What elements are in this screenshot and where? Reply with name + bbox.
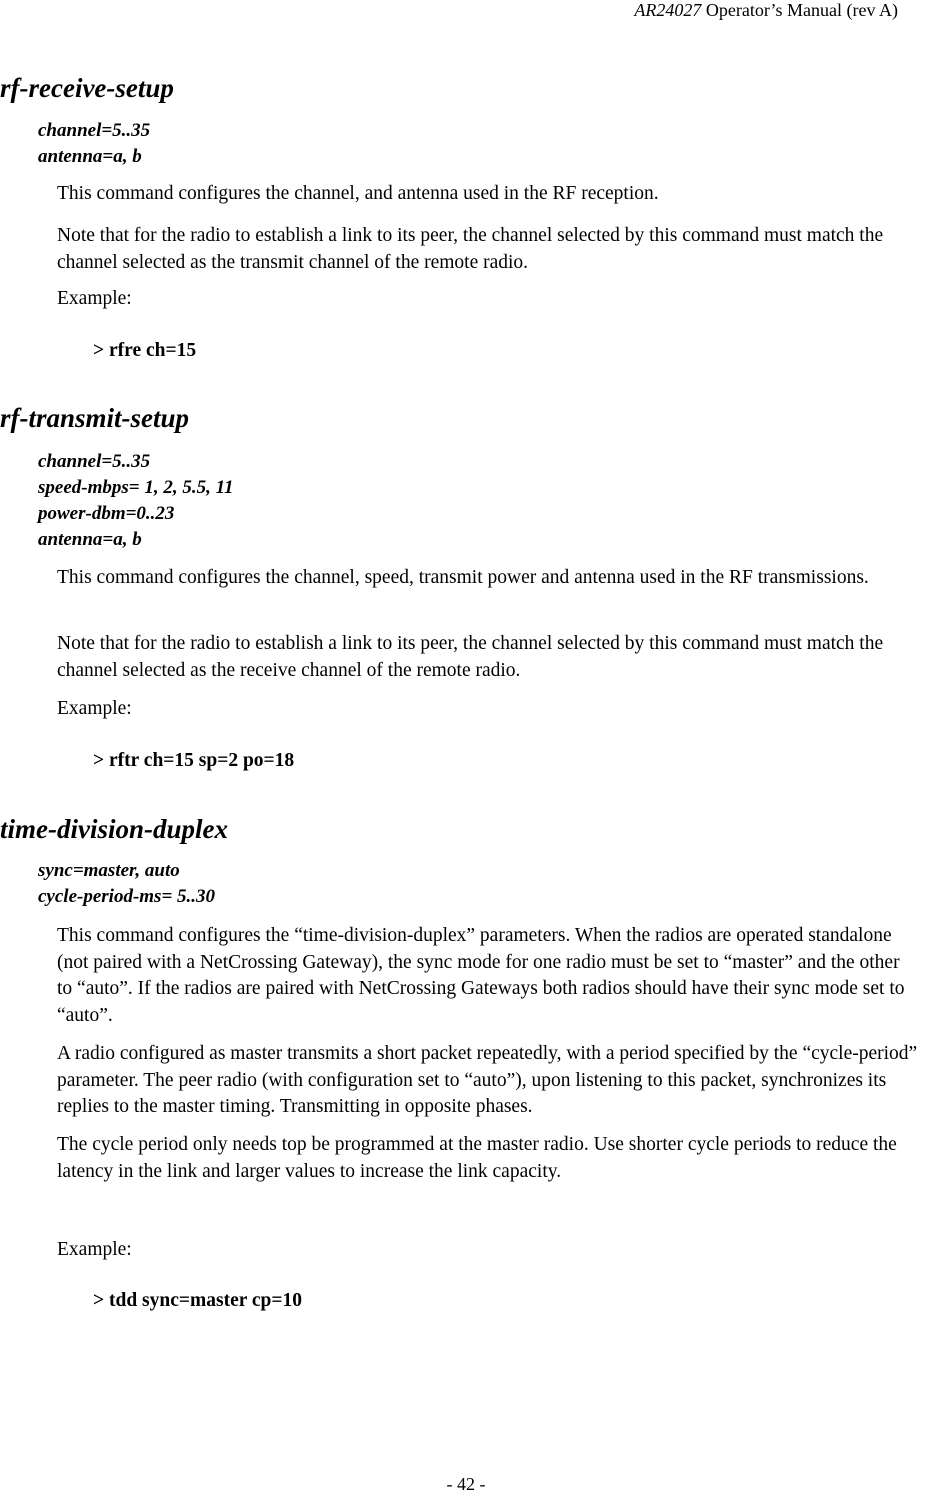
- running-header: [634, 0, 898, 20]
- example-label: Example:: [57, 288, 132, 309]
- section-title-time-division-duplex: time-division-duplex: [0, 814, 228, 844]
- section-title-rf-transmit-setup: rf-transmit-setup: [0, 403, 190, 433]
- parameter: sync=master, auto: [38, 860, 180, 881]
- parameter: antenna=a, b: [38, 529, 142, 550]
- cycle-period-paragraph: The cycle period only needs top be programmed at the master radio. Use shorter cycle periods to reduce the latency in the link and larger values to increase the link capacity.: [57, 1134, 897, 1182]
- example-command: > rfre ch=15: [93, 340, 197, 361]
- parameter-list: [38, 858, 215, 910]
- parameter: power-dbm=0..23: [38, 503, 175, 524]
- parameter: channel=5..35: [38, 451, 151, 472]
- description-paragraph: This command configures the channel, speed, transmit power and antenna used in the RF transmissions.: [57, 567, 869, 588]
- example-command: > rftr ch=15 sp=2 po=18: [93, 750, 295, 771]
- example-label: Example:: [57, 698, 132, 719]
- description-paragraph: This command configures the channel, and antenna used in the RF reception.: [57, 183, 659, 204]
- page-number: - 42 -: [446, 1474, 486, 1494]
- note-paragraph: Note that for the radio to establish a link to its peer, the channel selected by this command must match the channel selected as the transmit channel of the remote radio.: [57, 225, 884, 273]
- example-label: Example:: [57, 1239, 132, 1260]
- section-title-rf-receive-setup: rf-receive-setup: [0, 73, 174, 103]
- note-paragraph: Note that for the radio to establish a link to its peer, the channel selected by this command must match the channel selected as the receive channel of the remote radio.: [57, 633, 884, 681]
- master-paragraph: A radio configured as master transmits a short packet repeatedly, with a period specified by the “cycle-period” parameter. The peer radio (with configuration set to “auto”), upon listening to this packet, synchronizes its replies to the master timing. Transmitting in opposite phases.: [57, 1043, 918, 1117]
- parameter-list: [38, 449, 234, 553]
- description-paragraph: This command configures the “time-division-duplex” parameters. When the radios are operated standalone (not paired with a NetCrossing Gateway), the sync mode for one radio must be set to “master” and the other to “auto”. If the radios are paired with NetCrossing Gateways both radios should have their sync mode set to “auto”.: [57, 925, 905, 1026]
- parameter: speed-mbps= 1, 2, 5.5, 11: [38, 477, 234, 498]
- parameter: channel=5..35: [38, 120, 151, 141]
- example-command: > tdd sync=master cp=10: [93, 1290, 303, 1311]
- document-id: AR24027: [634, 0, 702, 20]
- parameter: cycle-period-ms= 5..30: [38, 886, 216, 907]
- parameter-list: [38, 118, 150, 170]
- parameter: antenna=a, b: [38, 146, 142, 167]
- document-title: Operator’s Manual (rev A): [701, 0, 898, 20]
